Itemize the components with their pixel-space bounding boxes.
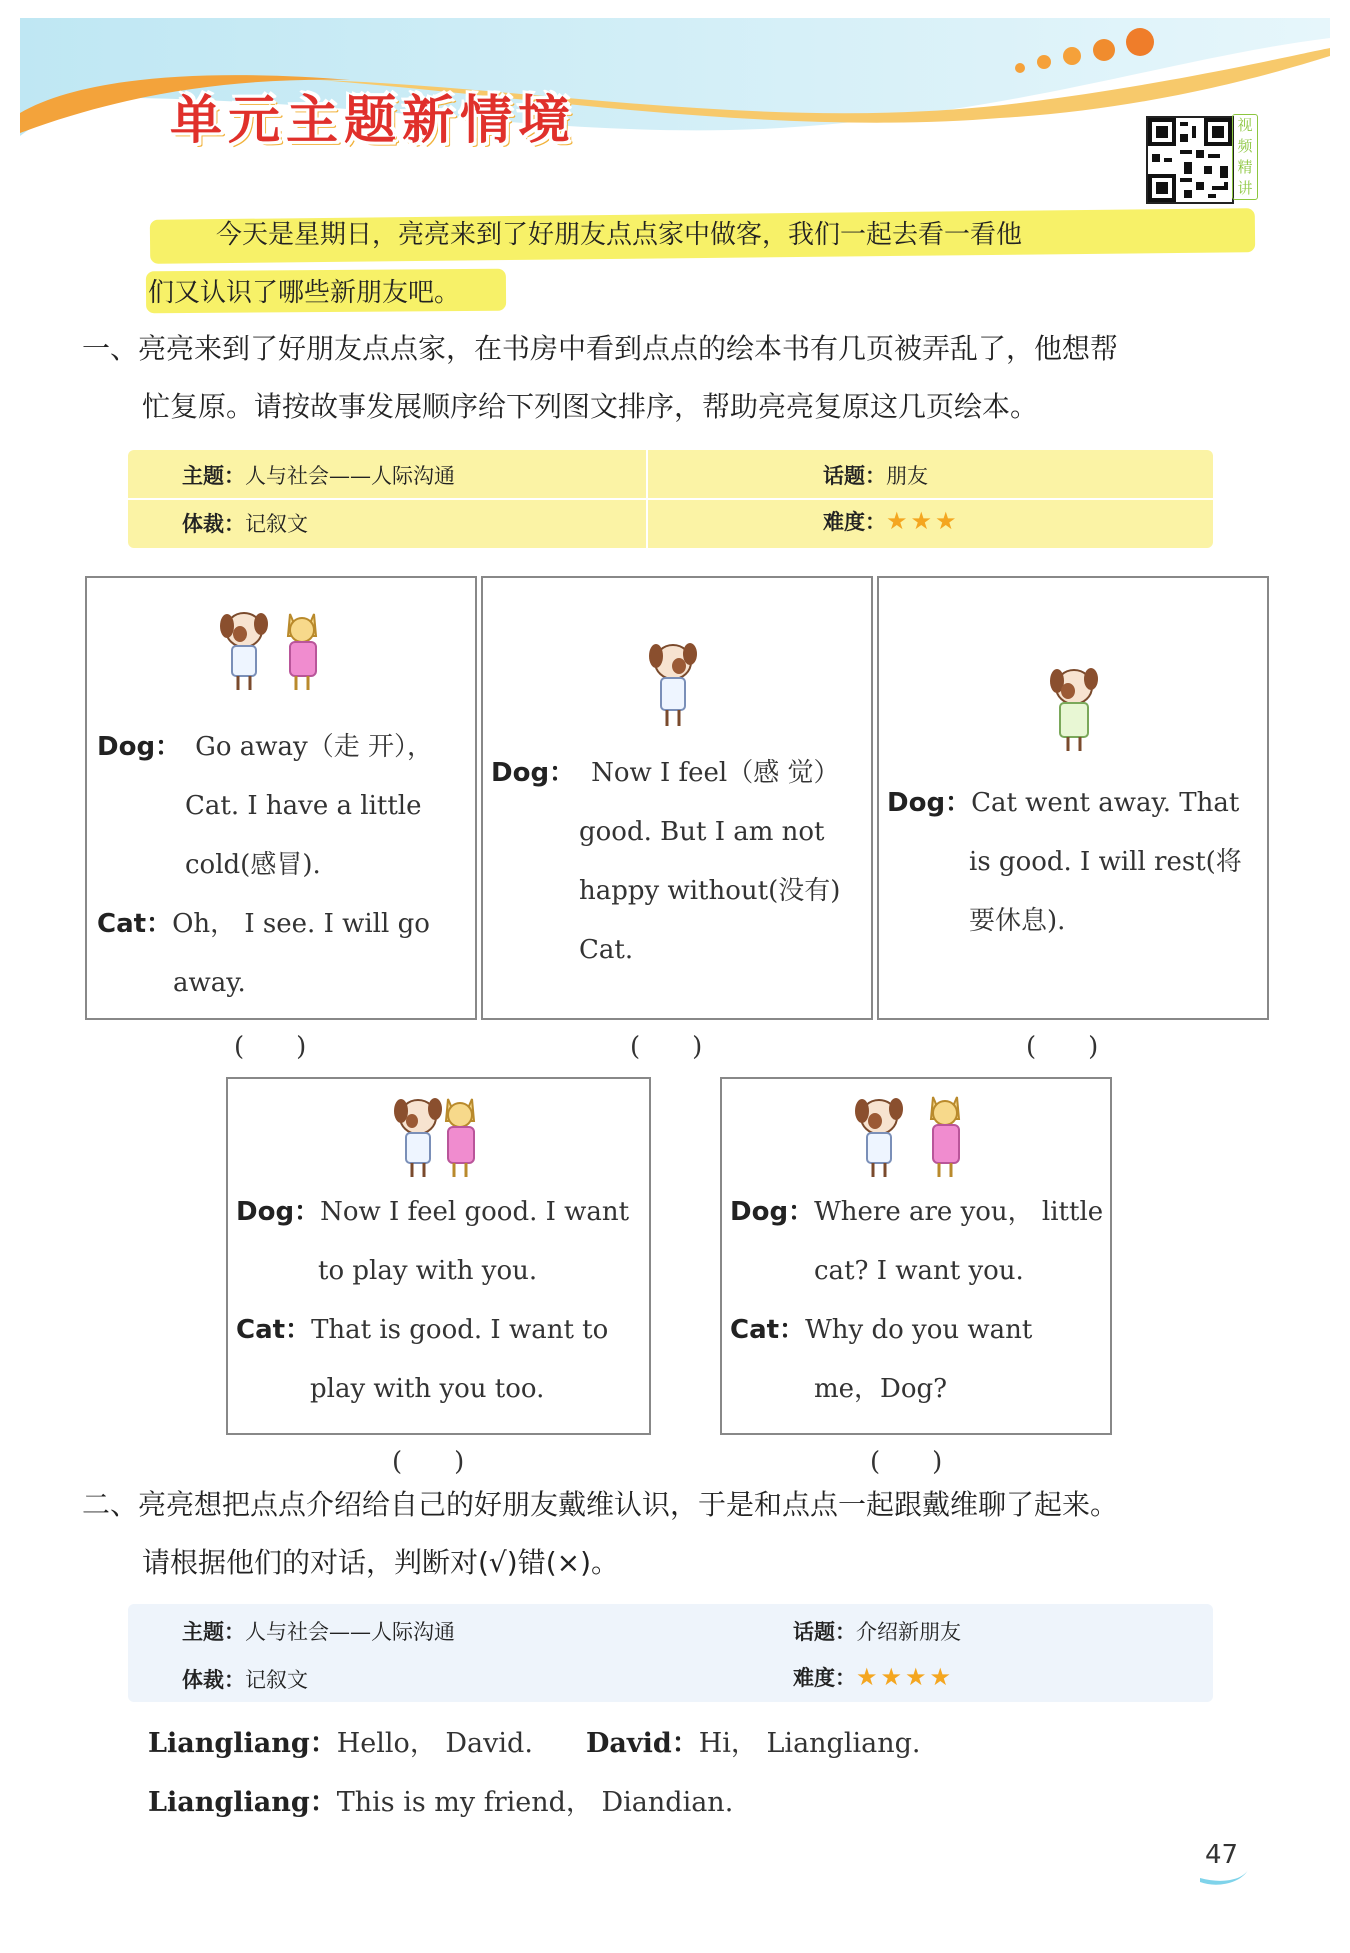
info-topic [793,1616,961,1646]
card-line: away. [173,968,246,998]
info-genre [182,1664,308,1694]
question-1-line: 忙复原。请按故事发展顺序给下列图文排序，帮助亮亮复原这几页绘本。 [142,390,1039,423]
dog-illustration [643,638,703,733]
info-genre [182,508,308,538]
card-line: happy without(没有) [579,876,841,906]
card-line: is good. I will rest(将 [969,847,1242,877]
card-4-text [236,1183,629,1419]
info-topic [823,460,928,490]
speaker-label: Cat： [97,909,173,939]
card-line: Cat. [579,935,634,965]
intro-paragraph [148,206,1258,322]
card-line: 要休息). [969,906,1066,936]
card-2-text [491,744,840,980]
speaker-label: Dog： [887,788,972,818]
cat-figure [931,1097,959,1177]
answer-blank[interactable]: ( ) [870,1447,943,1477]
dialog-line [148,1773,733,1832]
card-line: Why do you want [805,1315,1033,1345]
card-line: to play with you. [318,1256,538,1286]
question-2-line: 二、亮亮想把点点介绍给自己的好朋友戴维认识，于是和点点一起跟戴维聊了起来。 [82,1488,1119,1521]
info-theme-key: 主题： [182,1620,245,1644]
intro-line: 们又认识了哪些新朋友吧。 [148,278,461,308]
dialog-text: Hello， David. [336,1728,533,1759]
info-theme [182,1616,455,1646]
dog-and-cat-illustration [212,606,342,696]
card-line: Where are you， little [814,1197,1104,1227]
info-difficulty-key: 难度： [823,510,886,534]
dialog-line [148,1714,533,1773]
info-topic-key: 话题： [793,1620,856,1644]
card-line: Cat went away. That [971,788,1240,818]
intro-line: 今天是星期日，亮亮来到了好朋友点点家中做客，我们一起去看一看他 [216,220,1023,250]
dog-figure [855,1098,903,1177]
info-difficulty [793,1662,954,1692]
info-box-2 [128,1604,1213,1702]
story-card-5 [720,1077,1112,1435]
story-card-4 [226,1077,651,1435]
info-genre-value: 记叙文 [245,1668,308,1692]
info-theme-value: 人与社会——人际沟通 [245,464,455,488]
card-line: That is good. I want to [311,1315,609,1345]
qr-pattern [1148,118,1232,202]
answer-blank[interactable]: ( ) [630,1032,703,1062]
info-difficulty-key: 难度： [793,1666,856,1690]
cat-figure [446,1099,474,1177]
qr-code-image[interactable] [1146,116,1234,204]
cat-figure [288,614,316,690]
difficulty-stars: ★★★★ [856,1663,955,1691]
resting-dog-illustration [1044,663,1104,758]
dog-and-cat-illustration [378,1093,508,1183]
story-card-2 [481,576,873,1020]
info-theme-key: 主题： [182,464,245,488]
dialog-text: This is my friend， Diandian. [336,1787,734,1818]
speaker-label: Dog： [730,1197,815,1227]
header-banner [20,18,1330,168]
info-theme-value: 人与社会——人际沟通 [245,1620,455,1644]
info-divider [128,498,1213,500]
speaker-label: Dog： [491,758,576,788]
card-3-text [887,774,1242,951]
qr-video-label[interactable]: 视频精讲 [1232,114,1258,200]
difficulty-stars: ★★★ [886,507,960,535]
question-2-line: 请根据他们的对话，判断对(√)错(×)。 [142,1546,619,1579]
info-topic-value: 朋友 [886,464,928,488]
story-card-3 [877,576,1269,1020]
question-2 [82,1476,1282,1592]
info-genre-key: 体裁： [182,1668,245,1692]
info-genre-value: 记叙文 [245,512,308,536]
card-5-text [730,1183,1103,1419]
dog-figure [220,613,268,690]
card-1-text [97,718,433,1013]
dialog-text: Hi， Liangliang. [698,1728,921,1759]
speaker-label: Cat： [236,1315,312,1345]
info-box-1 [128,450,1213,548]
card-line: Oh， I see. I will go [172,909,430,939]
question-1-line: 一、亮亮来到了好朋友点点家，在书房中看到点点的绘本书有几页被弄乱了，他想帮 [82,332,1119,365]
page-number: 47 [1205,1840,1239,1870]
answer-blank[interactable]: ( ) [1026,1032,1099,1062]
speaker-label: Dog： [97,732,182,762]
card-line: me，Dog? [814,1374,948,1404]
info-theme [182,460,455,490]
dog-and-cat-illustration [847,1093,977,1183]
speaker-label: Dog： [236,1197,321,1227]
speaker-label: Liangliang： [148,1728,337,1759]
speaker-label: David： [586,1728,699,1759]
card-line: Cat. I have a little [185,791,422,821]
card-line: play with you too. [310,1374,545,1404]
card-line: Go away（走 开）， [195,732,433,762]
banner-title: 单元主题新情境 [170,91,577,151]
card-line: Now I feel good. I want [320,1197,630,1227]
question-1 [82,320,1272,436]
dialog-line [586,1714,920,1773]
dog-figure [394,1098,442,1177]
speaker-label: Liangliang： [148,1787,337,1818]
card-line: Now I feel（感 觉） [591,758,840,788]
info-difficulty [823,506,960,536]
speaker-label: Cat： [730,1315,806,1345]
story-card-1 [85,576,477,1020]
info-topic-key: 话题： [823,464,886,488]
answer-blank[interactable]: ( ) [234,1032,307,1062]
card-line: cat? I want you. [814,1256,1024,1286]
info-genre-key: 体裁： [182,512,245,536]
card-line: cold(感冒). [185,850,321,880]
card-line: good. But I am not [579,817,825,847]
answer-blank[interactable]: ( ) [392,1447,465,1477]
info-topic-value: 介绍新朋友 [856,1620,961,1644]
